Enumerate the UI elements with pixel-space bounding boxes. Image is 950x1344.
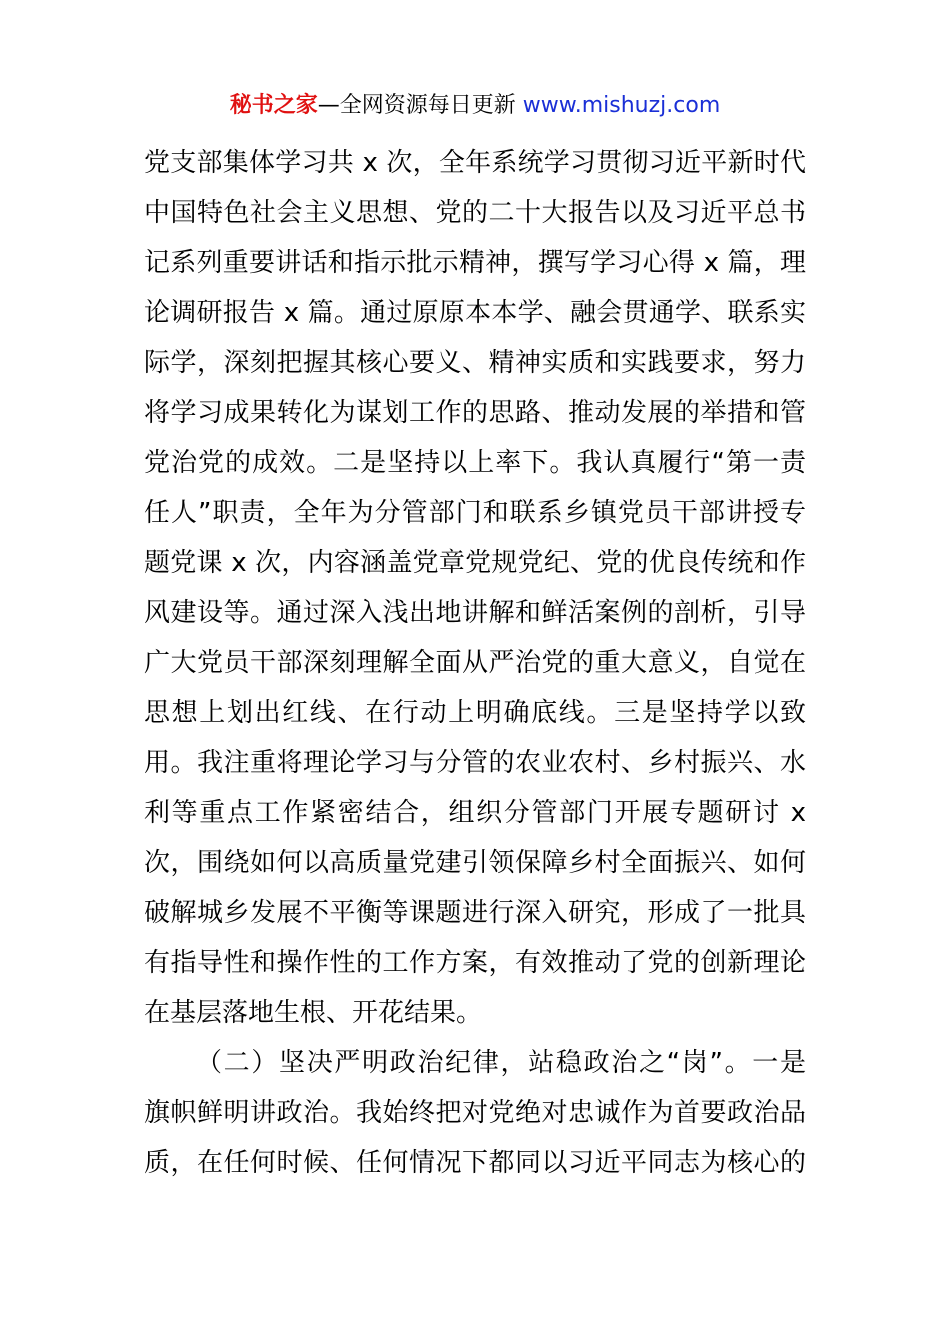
site-header (0, 86, 950, 126)
text-line: 有指导性和操作性的工作方案，有效推动了党的创新理论 (144, 948, 806, 978)
text-line: 任人”职责，全年为分管部门和联系乡镇党员干部讲授专 (144, 498, 806, 528)
text-line: 论调研报告 x 篇。通过原原本本学、融会贯通学、联系实 (144, 298, 806, 328)
brand-name: 秘书之家 (229, 93, 318, 118)
document-body (144, 138, 806, 1188)
text-line: 用。我注重将理论学习与分管的农业农村、乡村振兴、水 (144, 748, 806, 778)
text-line: 旗帜鲜明讲政治。我始终把对党绝对忠诚作为首要政治品 (144, 1098, 806, 1128)
header-tagline: —全网资源每日更新 (317, 93, 516, 118)
text-line: 广大党员干部深刻理解全面从严治党的重大意义，自觉在 (144, 648, 806, 678)
text-line: 将学习成果转化为谋划工作的思路、推动发展的举措和管 (144, 398, 806, 428)
text-line: 党支部集体学习共 x 次，全年系统学习贯彻习近平新时代 (144, 148, 806, 178)
text-line: 党治党的成效。二是坚持以上率下。我认真履行“第一责 (144, 448, 806, 478)
text-line: 题党课 x 次，内容涵盖党章党规党纪、党的优良传统和作 (144, 548, 806, 578)
text-line: 质，在任何时候、任何情况下都同以习近平同志为核心的 (144, 1148, 806, 1178)
site-url-link[interactable]: www.mishuzj.com (522, 93, 721, 118)
text-line: 利等重点工作紧密结合，组织分管部门开展专题研讨 x (144, 798, 806, 828)
section-heading-line: （二）坚决严明政治纪律，站稳政治之“岗”。一是 (196, 1048, 806, 1078)
text-line: 际学，深刻把握其核心要义、精神实质和实践要求，努力 (144, 348, 806, 378)
text-line: 次，围绕如何以高质量党建引领保障乡村全面振兴、如何 (144, 848, 806, 878)
text-line: 记系列重要讲话和指示批示精神，撰写学习心得 x 篇，理 (144, 248, 806, 278)
text-line: 在基层落地生根、开花结果。 (144, 998, 483, 1028)
text-line: 思想上划出红线、在行动上明确底线。三是坚持学以致 (144, 698, 806, 728)
text-line: 中国特色社会主义思想、党的二十大报告以及习近平总书 (144, 198, 806, 228)
text-line: 风建设等。通过深入浅出地讲解和鲜活案例的剖析，引导 (144, 598, 806, 628)
text-line: 破解城乡发展不平衡等课题进行深入研究，形成了一批具 (144, 898, 806, 928)
